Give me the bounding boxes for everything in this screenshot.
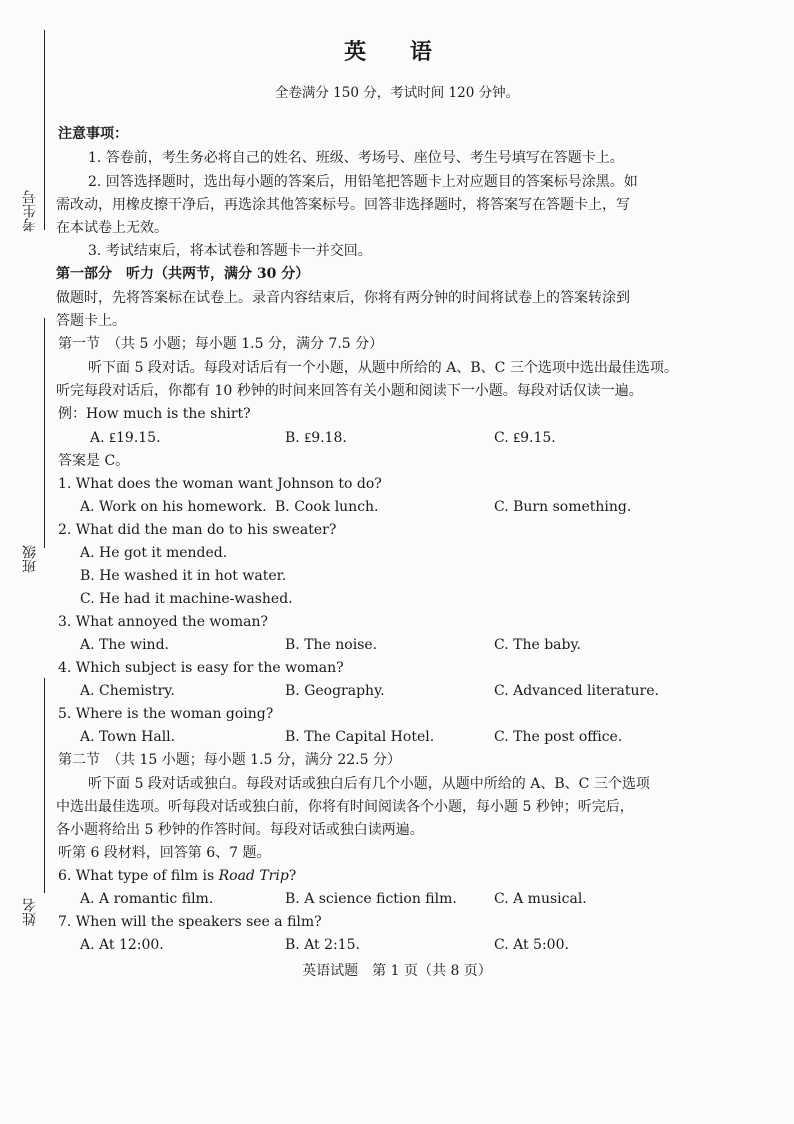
- page-footer: 英语试题 第 1 页（共 8 页）: [302, 963, 492, 979]
- question-7: 7. When will the speakers see a film?: [58, 914, 322, 930]
- q7-option-c: C. At 5:00.: [494, 937, 569, 953]
- notes-item-1: 1. 答卷前，考生务必将自己的姓名、班级、考场号、座位号、考生号填写在答题卡上。: [88, 150, 624, 166]
- example-question: 例：How much is the shirt?: [58, 406, 251, 422]
- question-2: 2. What did the man do to his sweater?: [58, 522, 337, 538]
- notes-item-3: 3. 考试结束后，将本试卷和答题卡一并交回。: [88, 243, 372, 259]
- q5-option-a: A. Town Hall.: [80, 729, 176, 745]
- q4-option-b: B. Geography.: [285, 683, 385, 699]
- question-6-film-title: Road Trip: [218, 868, 289, 884]
- question-6: [58, 866, 296, 886]
- q3-option-b: B. The noise.: [285, 637, 378, 653]
- q6-option-c: C. A musical.: [494, 891, 587, 907]
- q2-option-b: B. He washed it in hot water.: [80, 568, 287, 584]
- q3-option-c: C. The baby.: [494, 637, 581, 653]
- section2-heading: 第二节 （共 15 小题；每小题 1.5 分，满分 22.5 分）: [58, 752, 401, 768]
- exam-number-label: 考生号: [22, 190, 38, 232]
- binding-line-low: [44, 678, 45, 893]
- question-3: 3. What annoyed the woman?: [58, 614, 268, 630]
- example-answer: 答案是 C。: [58, 453, 130, 469]
- section1-intro-b: 听完每段对话后，你都有 10 秒钟的时间来回答有关小题和阅读下一小题。每段对话仅读一遍。: [56, 383, 643, 399]
- page-subtitle: 全卷满分 150 分，考试时间 120 分钟。: [274, 85, 520, 101]
- q1-option-b: B. Cook lunch.: [275, 499, 379, 515]
- class-label: 班级: [22, 545, 38, 573]
- q7-option-b: B. At 2:15.: [285, 937, 361, 953]
- question-6-mark: ?: [288, 868, 297, 884]
- example-option-b: B. ₤9.18.: [285, 430, 347, 446]
- section2-intro-c: 各小题将给出 5 秒钟的作答时间。每段对话或独白读两遍。: [56, 822, 424, 838]
- notes-item-2c: 在本试卷上无效。: [56, 220, 168, 236]
- material-6-instruction: 听第 6 段材料，回答第 6、7 题。: [58, 845, 271, 861]
- q3-option-a: A. The wind.: [80, 637, 169, 653]
- page-title: 英 语: [344, 39, 450, 65]
- example-option-a: A. ₤19.15.: [90, 430, 161, 446]
- section2-intro-a: 听下面 5 段对话或独白。每段对话或独白后有几个小题，从题中所给的 A、B、C 三个选项: [88, 776, 650, 792]
- question-1: 1. What does the woman want Johnson to do?: [58, 476, 382, 492]
- name-label: 姓名: [22, 898, 38, 926]
- q6-option-a: A. A romantic film.: [80, 891, 214, 907]
- part1-intro-b: 答题卡上。: [56, 313, 126, 329]
- notes-item-2a: 2. 回答选择题时，选出每小题的答案后，用铅笔把答题卡上对应题目的答案标号涂黑。如: [88, 174, 638, 190]
- q7-option-a: A. At 12:00.: [80, 937, 164, 953]
- section1-heading: 第一节 （共 5 小题；每小题 1.5 分，满分 7.5 分）: [58, 336, 384, 352]
- section1-intro-a: 听下面 5 段对话。每段对话后有一个小题，从题中所给的 A、B、C 三个选项中选出最佳选项。: [88, 360, 678, 376]
- example-option-c: C. ₤9.15.: [494, 430, 556, 446]
- q1-option-a: A. Work on his homework.: [80, 499, 267, 515]
- q5-option-b: B. The Capital Hotel.: [285, 729, 435, 745]
- notes-item-2b: 需改动，用橡皮擦干净后，再选涂其他答案标号。回答非选择题时，将答案写在答题卡上，写: [56, 197, 630, 213]
- q2-option-c: C. He had it machine-washed.: [80, 591, 293, 607]
- question-6-text: 6. What type of film is: [58, 868, 219, 884]
- q2-option-a: A. He got it mended.: [80, 545, 228, 561]
- q1-option-c: C. Burn something.: [494, 499, 632, 515]
- question-4: 4. Which subject is easy for the woman?: [58, 660, 344, 676]
- q6-option-b: B. A science fiction film.: [285, 891, 457, 907]
- q4-option-a: A. Chemistry.: [80, 683, 175, 699]
- question-5: 5. Where is the woman going?: [58, 706, 274, 722]
- binding-line-mid: [44, 318, 45, 548]
- q4-option-c: C. Advanced literature.: [494, 683, 659, 699]
- section2-intro-b: 中选出最佳选项。听每段对话或独白前，你将有时间阅读各个小题，每小题 5 秒钟；听完后，: [56, 799, 634, 815]
- part1-intro-a: 做题时，先将答案标在试卷上。录音内容结束后，你将有两分钟的时间将试卷上的答案转涂到: [56, 290, 630, 306]
- part1-heading: 第一部分 听力（共两节，满分 30 分）: [56, 266, 310, 282]
- notes-heading: 注意事项：: [58, 126, 128, 142]
- q5-option-c: C. The post office.: [494, 729, 623, 745]
